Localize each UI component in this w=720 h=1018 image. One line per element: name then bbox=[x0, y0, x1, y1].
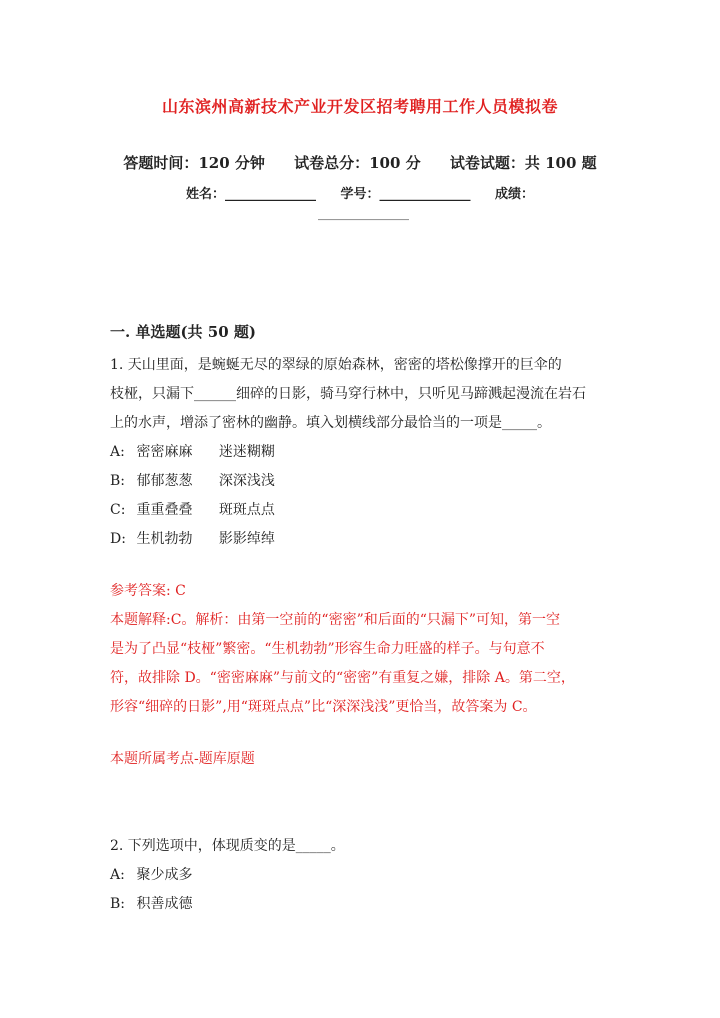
option-a: A: 聚少成多 bbox=[110, 867, 193, 883]
explanation-line: 本题解释:C。解析：由第一空前的“密密”和后面的“只漏下”可知，第一空 bbox=[110, 612, 561, 628]
exam-time: 答题时间：120 分钟 bbox=[123, 154, 265, 172]
id-field: 学号：______________ bbox=[340, 187, 471, 202]
explanation-line: 形容“细碎的日影”,用“斑斑点点”比“深深浅浅”更恰当，故答案为 C。 bbox=[110, 699, 537, 715]
option-c: C: 重重叠叠 斑斑点点 bbox=[110, 502, 275, 518]
explanation-line: 是为了凸显“枝桠”繁密。“生机勃勃”形容生命力旺盛的样子。与句意不 bbox=[110, 641, 545, 657]
question-stem-line: 上的水声，增添了密林的幽静。填入划横线部分最恰当的一项是_____。 bbox=[110, 415, 551, 431]
question-1 bbox=[110, 351, 610, 554]
question-stem-line: 枝桠，只漏下______细碎的日影，骑马穿行林中，只听见马蹄溅起漫流在岩石 bbox=[110, 386, 586, 402]
answer-block bbox=[110, 577, 610, 722]
name-field: 姓名：______________ bbox=[185, 187, 316, 202]
student-fields bbox=[0, 183, 720, 202]
option-d: D: 生机勃勃 影影绰绰 bbox=[110, 531, 275, 547]
exam-total: 试卷总分：100 分 bbox=[294, 154, 421, 172]
question-stem-line: 2. 下列选项中，体现质变的是_____。 bbox=[110, 838, 345, 854]
answer-text: 参考答案: C bbox=[110, 583, 186, 599]
option-b: B: 积善成德 bbox=[110, 896, 193, 912]
section-title: 一. 单选题(共 50 题) bbox=[110, 323, 256, 341]
question-stem-line: 1. 天山里面，是蜿蜒无尽的翠绿的原始森林，密密的塔松像撑开的巨伞的 bbox=[110, 357, 562, 373]
exam-meta bbox=[0, 152, 720, 173]
question-2 bbox=[110, 832, 610, 919]
score-line: ______________ bbox=[318, 206, 409, 221]
option-b: B: 郁郁葱葱 深深浅浅 bbox=[110, 473, 275, 489]
exam-count: 试卷试题：共 100 题 bbox=[449, 154, 597, 172]
option-a: A: 密密麻麻 迷迷糊糊 bbox=[110, 444, 275, 460]
score-field: 成绩： bbox=[495, 187, 535, 202]
explanation-line: 符，故排除 D。“密密麻麻”与前文的“密密”有重复之嫌，排除 A。第二空， bbox=[110, 670, 575, 686]
page-title: 山东滨州高新技术产业开发区招考聘用工作人员模拟卷 bbox=[161, 97, 558, 116]
source-note: 本题所属考点-题库原题 bbox=[110, 751, 255, 767]
